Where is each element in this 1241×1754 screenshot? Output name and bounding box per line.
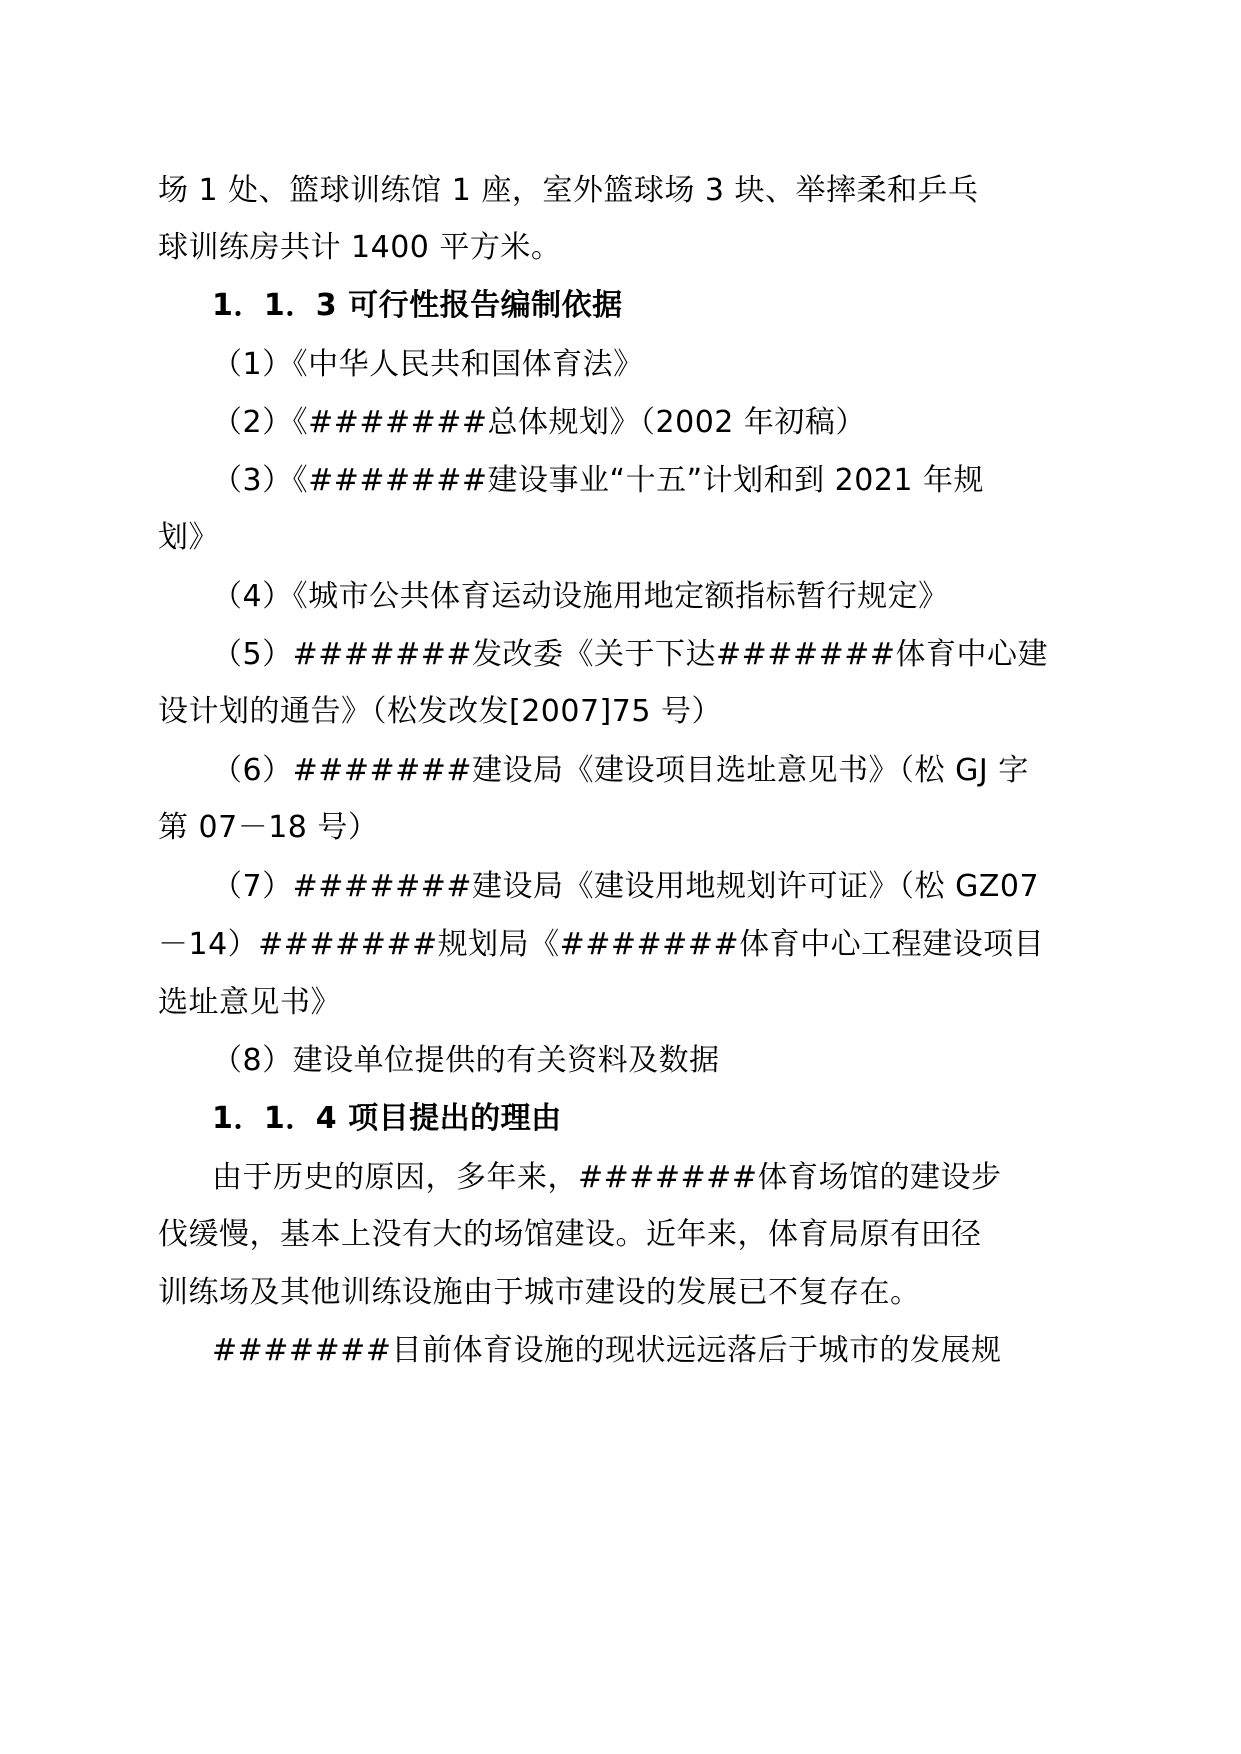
basis-item-3: （3）《#######建设事业“十五”计划和到 2021 年规 [212,463,985,498]
paragraph-line: 场 1 处、篮球训练馆 1 座，室外篮球场 3 块、举摔柔和乒乓 [158,173,979,208]
section-heading-114: 1．1．4 项目提出的理由 [212,1101,562,1136]
basis-item-6: （6）#######建设局《建设项目选址意见书》（松 GJ 字 [212,753,1029,788]
reason-paragraph-line: 由于历史的原因，多年来，#######体育场馆的建设步 [212,1160,1002,1195]
basis-item-5-cont: 设计划的通告》（松发改发[2007]75 号） [158,694,722,729]
basis-item-7-cont: 选址意见书》 [158,985,341,1020]
basis-item-2: （2）《#######总体规划》（2002 年初稿） [212,405,866,440]
basis-item-5: （5）#######发改委《关于下达#######体育中心建 [212,637,1049,672]
basis-item-7-cont: －14）#######规划局《#######体育中心工程建设项目 [158,927,1045,962]
reason-paragraph-line: #######目前体育设施的现状远远落后于城市的发展规 [212,1333,1002,1368]
section-heading-113: 1．1．3 可行性报告编制依据 [212,288,623,323]
basis-item-1: （1）《中华人民共和国体育法》 [212,347,644,382]
reason-paragraph-line: 伐缓慢，基本上没有大的场馆建设。近年来，体育局原有田径 [158,1217,982,1252]
basis-item-6-cont: 第 07－18 号） [158,810,379,845]
reason-paragraph-line: 训练场及其他训练设施由于城市建设的发展已不复存在。 [158,1275,921,1310]
basis-item-4: （4）《城市公共体育运动设施用地定额指标暂行规定》 [212,579,949,614]
paragraph-line: 球训练房共计 1400 平方米。 [158,230,562,265]
basis-item-8: （8）建设单位提供的有关资料及数据 [212,1043,720,1078]
basis-item-7: （7）#######建设局《建设用地规划许可证》（松 GZ07 [212,869,1040,904]
basis-item-3-cont: 划》 [158,520,219,555]
